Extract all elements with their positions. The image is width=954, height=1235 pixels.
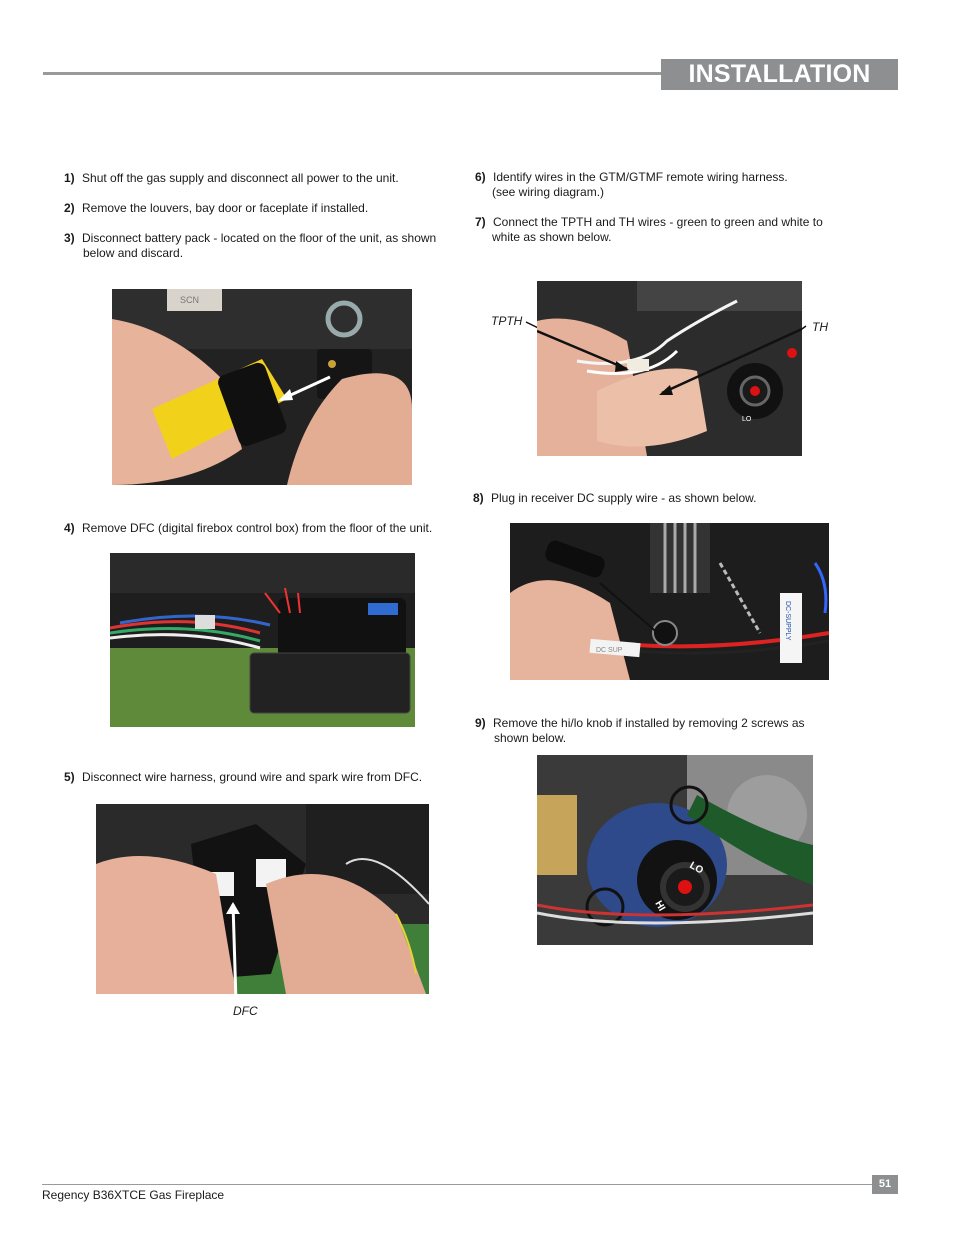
battery-pack-photo	[112, 289, 412, 485]
step-text: Connect the TPTH and TH wires - green to green and white to	[493, 215, 823, 229]
step-text: Disconnect wire harness, ground wire and spark wire from DFC.	[82, 770, 423, 784]
step-number: 7)	[475, 215, 486, 229]
step-text: Disconnect battery pack - located on the floor of the unit, as shown	[82, 231, 437, 245]
step-text: Remove the hi/lo knob if installed by removing 2 screws as	[493, 716, 805, 730]
step-4	[64, 521, 432, 536]
section-title: INSTALLATION	[661, 59, 898, 90]
header-rule	[43, 72, 663, 75]
page-number: 51	[872, 1175, 898, 1194]
step-9	[475, 716, 875, 746]
dc-supply-label: DC-SUPPLY	[784, 601, 791, 641]
step-number: 9)	[475, 716, 486, 730]
tpth-th-wires-photo	[537, 281, 802, 456]
th-caption: TH	[812, 320, 828, 334]
tpth-caption: TPTH	[491, 314, 523, 328]
hi-lo-knob-photo	[537, 755, 813, 945]
dfc-box-photo	[110, 553, 415, 727]
step-text-continued: shown below.	[494, 731, 567, 745]
step-7	[475, 215, 875, 245]
step-1	[64, 171, 399, 186]
battery-tag-label: SCN	[180, 295, 200, 305]
step-text: Shut off the gas supply and disconnect all power to the unit.	[82, 171, 399, 185]
step-8	[473, 491, 756, 506]
step-6	[475, 170, 875, 200]
step-number: 3)	[64, 231, 75, 245]
dfc-caption: DFC	[233, 1004, 258, 1018]
step-number: 6)	[475, 170, 486, 184]
knob-hi-text: HI	[652, 899, 667, 914]
step-2	[64, 201, 368, 216]
step-number: 4)	[64, 521, 75, 535]
step-3	[64, 231, 464, 261]
step-text: Remove the louvers, bay door or faceplate if installed.	[82, 201, 369, 215]
step-text: Plug in receiver DC supply wire - as shown below.	[491, 491, 757, 505]
footer-product-name: Regency B36XTCE Gas Fireplace	[42, 1188, 225, 1202]
knob-lo-text: LO	[687, 860, 706, 877]
step-number: 5)	[64, 770, 75, 784]
dfc-wiring-photo	[96, 804, 429, 994]
step-text: Remove DFC (digital firebox control box) from the floor of the unit.	[82, 521, 433, 535]
step-text-continued: below and discard.	[83, 246, 184, 260]
footer-rule	[42, 1184, 872, 1185]
dc-supply-photo	[510, 523, 829, 680]
step-number: 2)	[64, 201, 75, 215]
knob-lo-label: LO	[742, 416, 752, 423]
step-number: 1)	[64, 171, 75, 185]
step-text: Identify wires in the GTM/GTMF remote wiring harness.	[493, 170, 788, 184]
step-5	[64, 770, 422, 785]
step-text-continued: white as shown below.	[492, 230, 612, 244]
step-number: 8)	[473, 491, 484, 505]
wire-tag-label: DC SUP	[596, 647, 623, 654]
step-text-continued: (see wiring diagram.)	[492, 185, 605, 199]
